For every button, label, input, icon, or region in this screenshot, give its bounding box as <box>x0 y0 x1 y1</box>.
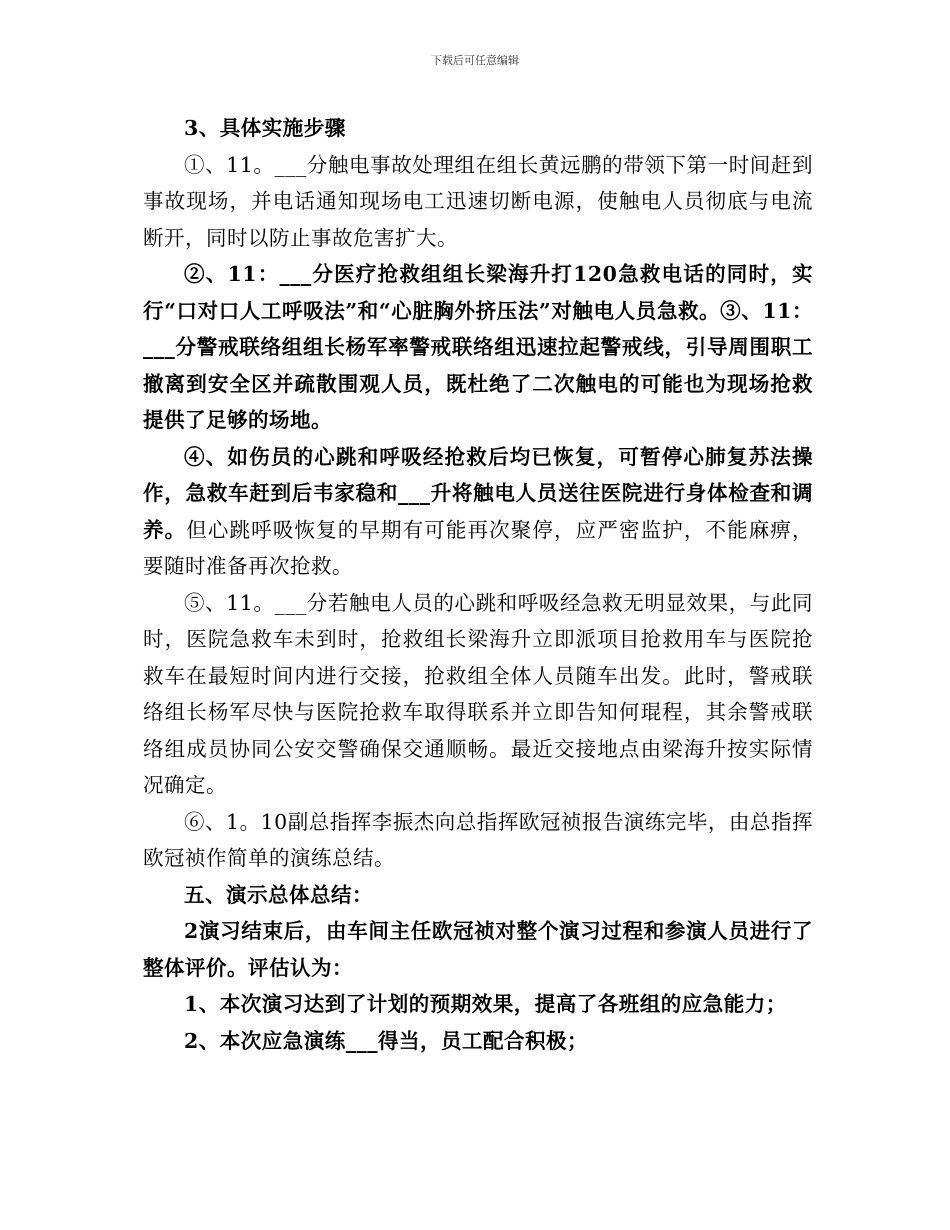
paragraph-step-5: ⑤、11。___分若触电人员的心跳和呼吸经急救无明显效果，与此同时，医院急救车未到时，抢救组长梁海升立即派项目抢救用车与医院抢救车在最短时间内进行交接，抢救组全体人员随车出发。此时，警戒联络组长杨军尽快与医院抢救车取得联系并立即告知何琨程，其余警戒联络组成员协同公安交警确保交通顺畅。最近交接地点由梁海升按实际情况确定。 <box>143 590 813 797</box>
paragraph-summary-intro: 2演习结束后，由车间主任欧冠祯对整个演习过程和参演人员进行了整体评价。评估认为： <box>143 919 813 980</box>
paragraph-step-1: ①、11。___分触电事故处理组在组长黄远鹏的带领下第一时间赶到事故现场，并电话通知现场电工迅速切断电源，使触电人员彻底与电流断开，同时以防止事故危害扩大。 <box>143 152 813 250</box>
paragraph-summary-point-2: 2、本次应急演练___得当，员工配合积极； <box>184 1028 589 1053</box>
paragraph-step-6: ⑥、1。10副总指挥李振杰向总指挥欧冠祯报告演练完毕，由总指挥欧冠祯作简单的演练总结。 <box>143 809 813 870</box>
paragraph-summary-point-1: 1、本次演习达到了计划的预期效果，提高了各班组的应急能力； <box>184 992 787 1016</box>
section-heading-steps: 3、具体实施步骤 <box>184 116 346 140</box>
page-header: 下载后可任意编辑 <box>431 54 519 67</box>
section-heading-summary: 五、演示总体总结： <box>184 882 373 907</box>
paragraph-step-4 <box>143 439 813 585</box>
paragraph-step-2-3: ②、11：___分医疗抢救组组长梁海升打120急救电话的同时，实行“口对口人工呼吸法”和“心脏胸外挤压法”对触电人员急救。③、11：___分警戒联络组组长杨军率警戒联络组迅速拉起警戒线，引导周围职工撤离到安全区并疏散围观人员，既杜绝了二次触电的可能也为现场抢救提供了足够的场地。 <box>143 262 813 432</box>
document-body <box>143 110 813 1059</box>
step-4-normal-text: 但心跳呼吸恢复的早期有可能再次聚停，应严密监护，不能麻痹，要随时准备再次抢救。 <box>143 517 814 578</box>
step-4-bold-text: ④、如伤员的心跳和呼吸经抢救后均已恢复，可暂停心肺复苏法操作，急救车赶到后韦家稳和___升将触电人员送往医院进行身体检查和调养。 <box>143 444 813 542</box>
